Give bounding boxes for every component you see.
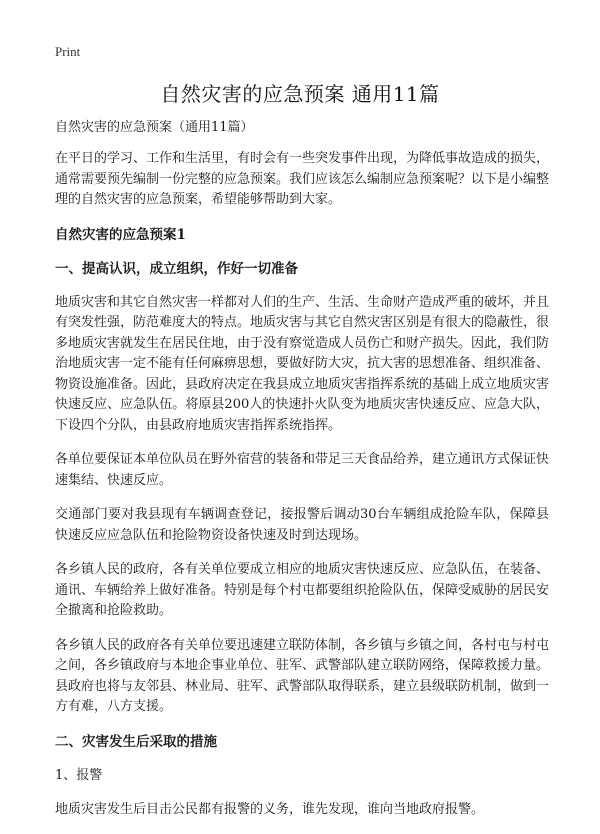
paragraph: 各单位要保证本单位队员在野外宿营的装备和带足三天食品给养，建立通讯方式保证快速集结、快速反应。 [55,452,550,488]
paragraph: 交通部门要对我县现有车辆调查登记，接报警后调动30台车辆组成抢险车队，保障县快速反应应急队伍和抢险物资设备快速及时到达现场。 [55,507,549,543]
document-title: 自然灾害的应急预案 通用11篇 [160,82,440,106]
report-subheading: 1、报警 [55,767,103,783]
paragraph: 各乡镇人民的政府各有关单位要迅速建立联防体制，各乡镇与乡镇之间，各村屯与村屯之间，各乡镇政府与本地企事业单位、驻军、武警部队建立联防网络，保障救援力量。县政府也将与友邻县、林业局、驻军、武警部队取得联系，建立县级联防机制，做到一方有难，八方支援。 [55,637,550,714]
document-body [55,118,549,834]
print-label: Print [55,44,81,59]
report-paragraph: 地质灾害发生后目击公民都有报警的义务，谁先发现，谁向当地政府报警。 [55,801,485,817]
part-two-heading: 二、灾害发生后采取的措施 [55,733,217,750]
part-one-heading: 一、提高认识，成立组织，作好一切准备 [55,260,298,277]
paragraph: 各乡镇人民的政府，各有关单位要成立相应的地质灾害快速反应、应急队伍，在装备、通讯、车辆给养上做好准备。特别是每个村屯都要组织抢险队伍，保障受威胁的居民安全撤离和抢险救助。 [55,562,550,618]
document-subtitle: 自然灾害的应急预案（通用11篇） [55,120,254,135]
section-title: 自然灾害的应急预案1 [55,226,186,243]
intro-paragraph: 在平日的学习、工作和生活里，有时会有一些突发事件出现，为降低事故造成的损失，通常需要预先编制一份完整的应急预案。我们应该怎么编制应急预案呢？以下是小编整理的自然灾害的应急预案，希望能够帮助到大家。 [55,151,550,207]
paragraph: 地质灾害和其它自然灾害一样都对人们的生产、生活、生命财产造成严重的破坏，并且有突发性强，防范难度大的特点。地质灾害与其它自然灾害区别是有很大的隐蔽性，很多地质灾害就发生在居民住地，由于没有察觉造成人员伤亡和财产损失。因此，我们防治地质灾害一定不能有任何麻痹思想，要做好防大灾，抗大害的思想准备、组织准备、物资设施准备。因此，县政府决定在我县成立地质灾害指挥系统的基础上成立地质灾害快速反应、应急队伍。将原县200人的快速扑火队变为地质灾害快速反应、应急大队，下设四个分队，由县政府地质灾害指挥系统指挥。 [55,294,550,433]
